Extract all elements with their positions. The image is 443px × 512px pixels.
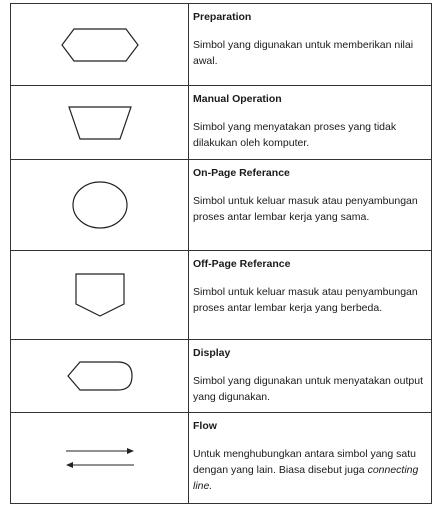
table-row bbox=[11, 86, 431, 160]
description-cell bbox=[189, 413, 431, 503]
symbol-description: Simbol yang menyatakan proses yang tidak dilakukan oleh komputer. bbox=[193, 121, 397, 149]
symbol-cell bbox=[11, 4, 189, 85]
symbol-description-text: Untuk menghubungkan antara simbol yang satu dengan yang lain. Biasa disebut juga bbox=[193, 448, 416, 476]
circle-icon bbox=[71, 180, 129, 230]
symbol-description-italic: connecting line. bbox=[193, 464, 419, 492]
description-cell bbox=[189, 86, 431, 159]
flowchart-symbol-table bbox=[10, 3, 432, 504]
description-cell bbox=[189, 160, 431, 250]
hexagon-icon bbox=[60, 28, 140, 62]
symbol-cell bbox=[11, 86, 189, 159]
description-cell bbox=[189, 4, 431, 85]
symbol-title: Display bbox=[193, 347, 231, 359]
symbol-description: Simbol yang digunakan untuk menyatakan output yang digunakan. bbox=[193, 375, 423, 403]
symbol-description: Simbol untuk keluar masuk atau penyambungan proses antar lembar kerja yang berbeda. bbox=[193, 286, 418, 314]
table-row bbox=[11, 251, 431, 340]
display-icon bbox=[66, 360, 134, 392]
table-row bbox=[11, 160, 431, 251]
symbol-cell bbox=[11, 160, 189, 250]
symbol-title: Preparation bbox=[193, 11, 252, 23]
symbol-description: Simbol yang digunakan untuk memberikan nilai awal. bbox=[193, 39, 414, 67]
symbol-cell bbox=[11, 340, 189, 412]
table-row bbox=[11, 340, 431, 413]
pentagon-offpage-icon bbox=[74, 272, 126, 318]
description-cell bbox=[189, 340, 431, 412]
symbol-description bbox=[193, 446, 425, 494]
symbol-description: Simbol untuk keluar masuk atau penyambungan proses antar lembar kerja yang sama. bbox=[193, 195, 418, 223]
symbol-title: On-Page Referance bbox=[193, 167, 290, 179]
symbol-cell bbox=[11, 251, 189, 339]
symbol-title: Manual Operation bbox=[193, 93, 282, 105]
symbol-title: Off-Page Referance bbox=[193, 258, 291, 270]
symbol-title: Flow bbox=[193, 420, 217, 432]
flow-arrows-icon bbox=[64, 446, 136, 470]
symbol-cell bbox=[11, 413, 189, 503]
description-cell bbox=[189, 251, 431, 339]
trapezoid-icon bbox=[67, 105, 133, 141]
table-row bbox=[11, 4, 431, 86]
table-row bbox=[11, 413, 431, 504]
